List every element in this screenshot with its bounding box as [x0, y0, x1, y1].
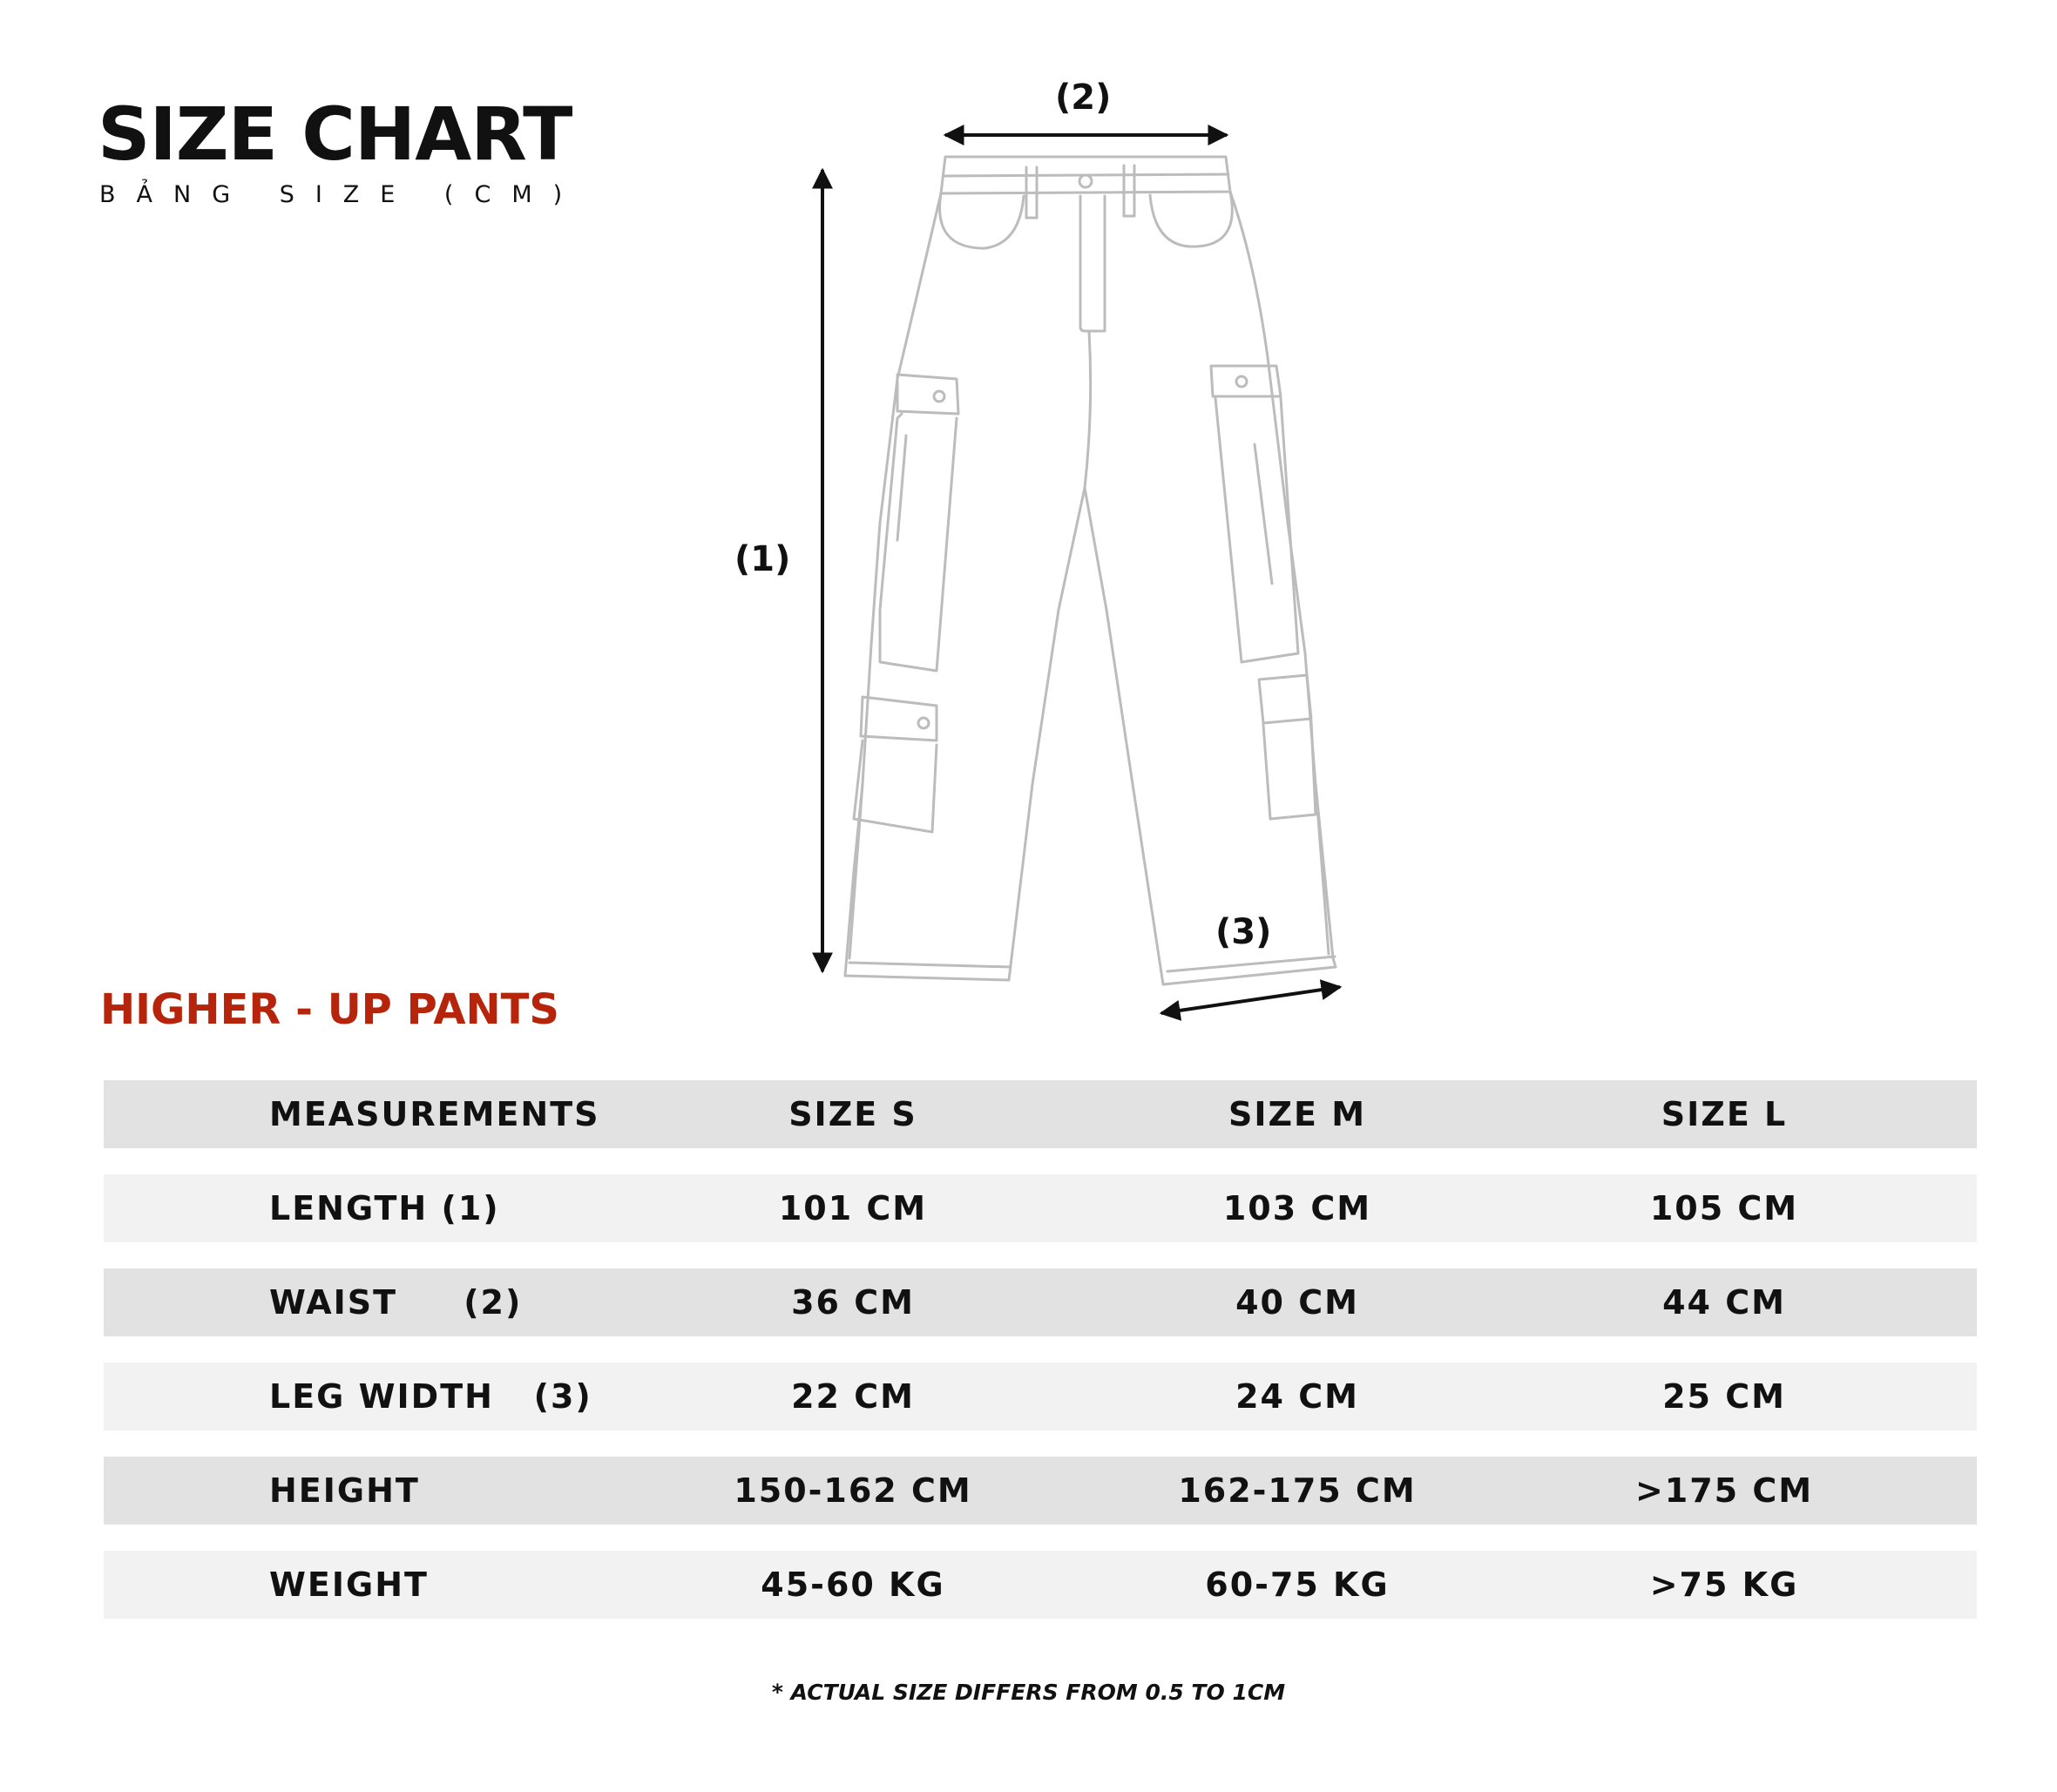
label-length: (1)	[734, 539, 791, 579]
cell-size-s: 101 CM	[778, 1189, 928, 1227]
table-header-row	[104, 1080, 1977, 1148]
row-label: LENGTH (1)	[269, 1189, 500, 1227]
header-size-l: SIZE L	[1661, 1095, 1788, 1133]
header-size-s: SIZE S	[788, 1095, 917, 1133]
cell-size-l: 44 CM	[1662, 1283, 1786, 1322]
cell-size-l: >175 CM	[1634, 1471, 1814, 1510]
cell-size-l: 105 CM	[1649, 1189, 1799, 1227]
table-row	[104, 1551, 1977, 1619]
cell-size-s: 150-162 CM	[734, 1471, 972, 1510]
pants-outline	[845, 157, 1336, 984]
row-label: LEG WIDTH (3)	[269, 1377, 592, 1416]
table-row	[104, 1174, 1977, 1242]
label-waist: (2)	[1055, 78, 1112, 118]
cell-size-s: 36 CM	[791, 1283, 915, 1322]
header-size-m: SIZE M	[1228, 1095, 1367, 1133]
row-label: HEIGHT	[269, 1471, 420, 1510]
cell-size-l: 25 CM	[1662, 1377, 1786, 1416]
cell-size-s: 22 CM	[791, 1377, 915, 1416]
page-title: SIZE CHART	[98, 91, 572, 177]
table-row	[104, 1268, 1977, 1336]
cell-size-m: 162-175 CM	[1178, 1471, 1417, 1510]
cell-size-m: 24 CM	[1235, 1377, 1359, 1416]
size-table	[104, 1080, 1977, 1645]
product-name: HIGHER - UP PANTS	[100, 985, 559, 1034]
page-subtitle: BẢNG SIZE (CM)	[99, 181, 584, 208]
cell-size-m: 60-75 KG	[1205, 1565, 1390, 1604]
cell-size-l: >75 KG	[1649, 1565, 1799, 1604]
row-label: WAIST (2)	[269, 1283, 523, 1322]
table-row	[104, 1457, 1977, 1525]
footnote: * ACTUAL SIZE DIFFERS FROM 0.5 TO 1CM	[771, 1680, 1286, 1705]
label-leg-width: (3)	[1215, 912, 1272, 952]
cell-size-s: 45-60 KG	[761, 1565, 945, 1604]
row-label: WEIGHT	[269, 1565, 429, 1604]
leg-width-arrow	[1161, 987, 1340, 1013]
cell-size-m: 40 CM	[1235, 1283, 1359, 1322]
cell-size-m: 103 CM	[1222, 1189, 1372, 1227]
table-row	[104, 1363, 1977, 1430]
header-measurements: MEASUREMENTS	[269, 1095, 600, 1133]
